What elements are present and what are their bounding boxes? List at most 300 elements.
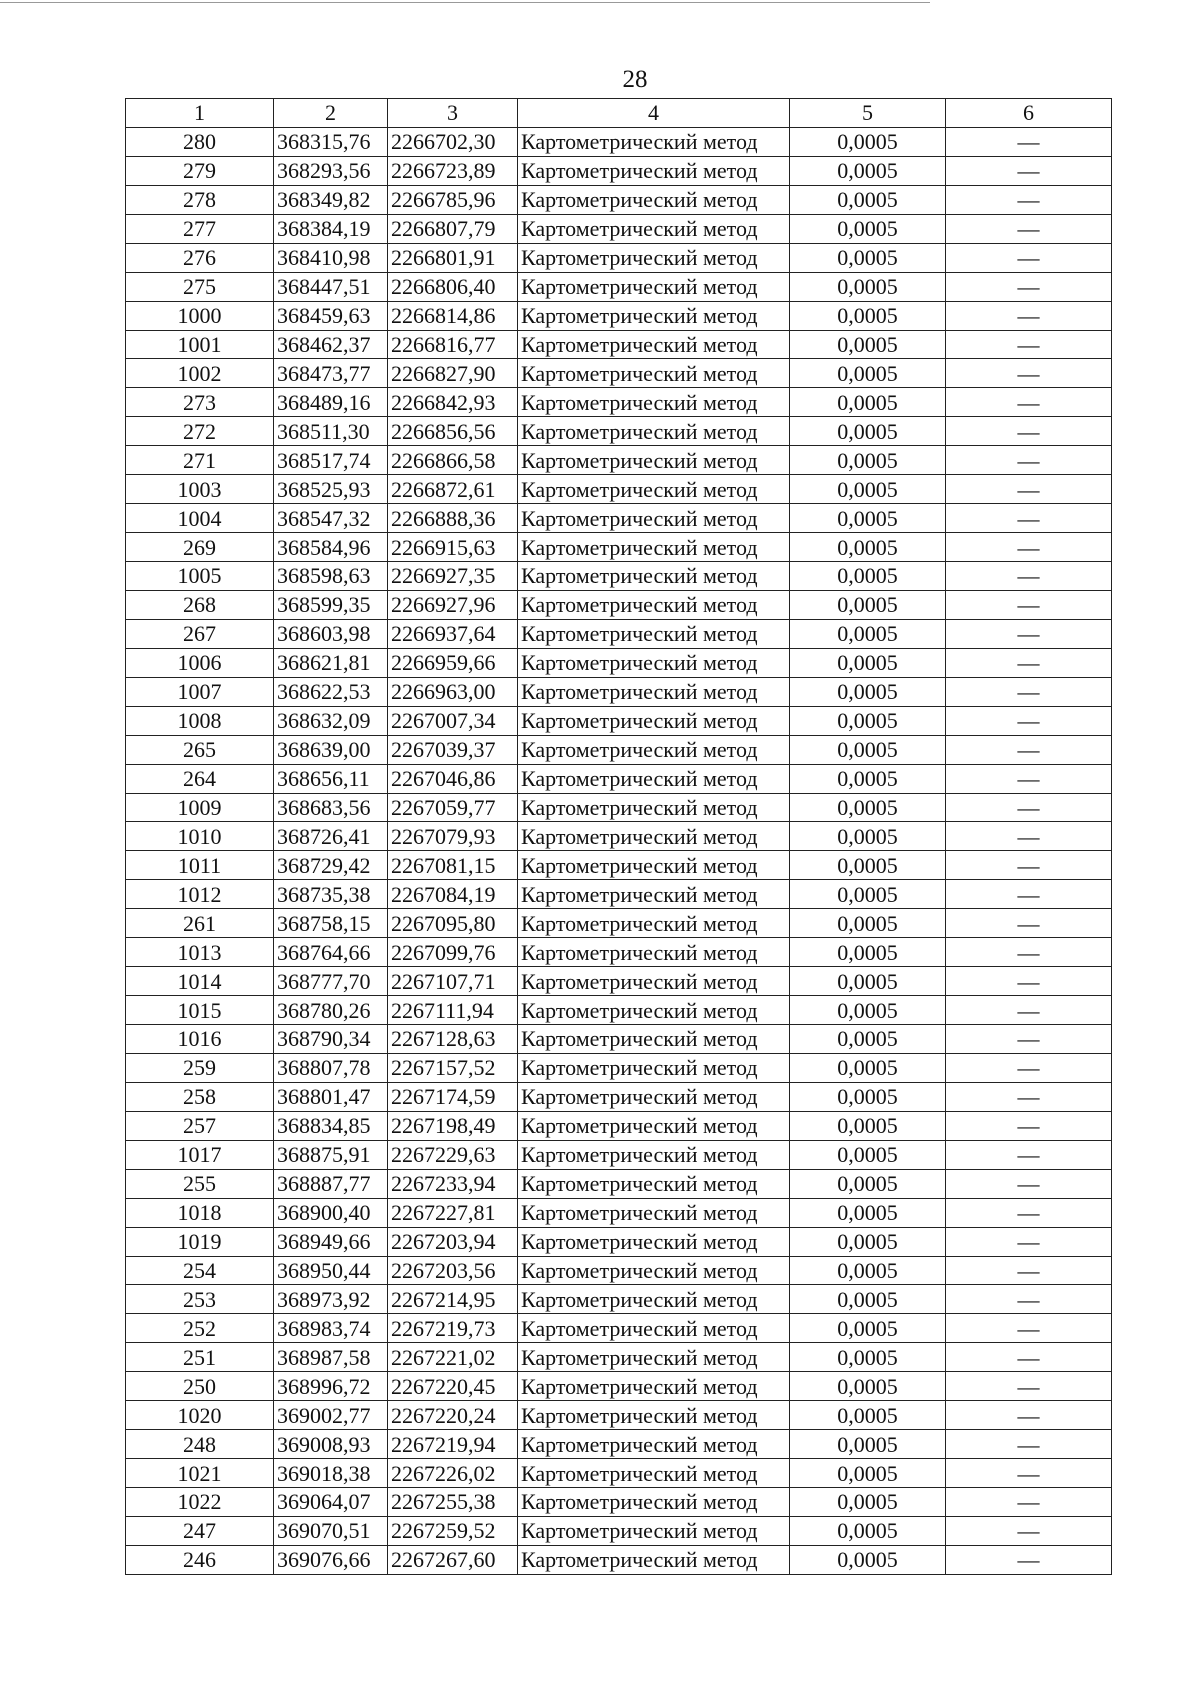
table-row <box>126 909 1112 938</box>
note-cell: — <box>946 475 1112 504</box>
method-cell: Картометрический метод <box>518 330 790 359</box>
x-coordinate-cell: 368293,56 <box>274 156 388 185</box>
point-number-cell: 1007 <box>126 677 274 706</box>
accuracy-cell: 0,0005 <box>790 1227 946 1256</box>
table-row <box>126 1459 1112 1488</box>
note-cell: — <box>946 996 1112 1025</box>
method-cell: Картометрический метод <box>518 475 790 504</box>
note-cell: — <box>946 938 1112 967</box>
y-coordinate-cell: 2267081,15 <box>388 851 518 880</box>
accuracy-cell: 0,0005 <box>790 1401 946 1430</box>
y-coordinate-cell: 2267099,76 <box>388 938 518 967</box>
y-coordinate-cell: 2267059,77 <box>388 793 518 822</box>
point-number-cell: 1005 <box>126 562 274 591</box>
x-coordinate-cell: 368780,26 <box>274 996 388 1025</box>
point-number-cell: 1016 <box>126 1025 274 1054</box>
x-coordinate-cell: 368949,66 <box>274 1227 388 1256</box>
accuracy-cell: 0,0005 <box>790 1545 946 1574</box>
y-coordinate-cell: 2267084,19 <box>388 880 518 909</box>
point-number-cell: 1017 <box>126 1140 274 1169</box>
method-cell: Картометрический метод <box>518 1372 790 1401</box>
x-coordinate-cell: 368447,51 <box>274 272 388 301</box>
coordinates-table <box>125 98 1112 1575</box>
table-row <box>126 1285 1112 1314</box>
table-row <box>126 764 1112 793</box>
x-coordinate-cell: 369070,51 <box>274 1516 388 1545</box>
point-number-cell: 1000 <box>126 301 274 330</box>
point-number-cell: 253 <box>126 1285 274 1314</box>
x-coordinate-cell: 368622,53 <box>274 677 388 706</box>
accuracy-cell: 0,0005 <box>790 243 946 272</box>
table-row <box>126 272 1112 301</box>
note-cell: — <box>946 301 1112 330</box>
accuracy-cell: 0,0005 <box>790 1053 946 1082</box>
y-coordinate-cell: 2266872,61 <box>388 475 518 504</box>
method-cell: Картометрический метод <box>518 185 790 214</box>
x-coordinate-cell: 368473,77 <box>274 359 388 388</box>
y-coordinate-cell: 2267229,63 <box>388 1140 518 1169</box>
x-coordinate-cell: 368410,98 <box>274 243 388 272</box>
y-coordinate-cell: 2266927,35 <box>388 562 518 591</box>
point-number-cell: 1018 <box>126 1198 274 1227</box>
point-number-cell: 271 <box>126 446 274 475</box>
x-coordinate-cell: 368875,91 <box>274 1140 388 1169</box>
point-number-cell: 278 <box>126 185 274 214</box>
note-cell: — <box>946 880 1112 909</box>
table-row <box>126 706 1112 735</box>
point-number-cell: 248 <box>126 1430 274 1459</box>
point-number-cell: 276 <box>126 243 274 272</box>
method-cell: Картометрический метод <box>518 1545 790 1574</box>
x-coordinate-cell: 369002,77 <box>274 1401 388 1430</box>
method-cell: Картометрический метод <box>518 1169 790 1198</box>
method-cell: Картометрический метод <box>518 1459 790 1488</box>
accuracy-cell: 0,0005 <box>790 996 946 1025</box>
table-row <box>126 822 1112 851</box>
method-cell: Картометрический метод <box>518 1314 790 1343</box>
table-row <box>126 330 1112 359</box>
x-coordinate-cell: 368547,32 <box>274 504 388 533</box>
accuracy-cell: 0,0005 <box>790 677 946 706</box>
table-row <box>126 619 1112 648</box>
point-number-cell: 1012 <box>126 880 274 909</box>
accuracy-cell: 0,0005 <box>790 1198 946 1227</box>
table-row <box>126 1140 1112 1169</box>
table-row <box>126 1401 1112 1430</box>
note-cell: — <box>946 1545 1112 1574</box>
column-header-1: 1 <box>126 99 274 128</box>
accuracy-cell: 0,0005 <box>790 156 946 185</box>
x-coordinate-cell: 369018,38 <box>274 1459 388 1488</box>
y-coordinate-cell: 2266806,40 <box>388 272 518 301</box>
x-coordinate-cell: 368639,00 <box>274 735 388 764</box>
table-header <box>126 99 1112 128</box>
table-row <box>126 1488 1112 1517</box>
point-number-cell: 1006 <box>126 648 274 677</box>
table-row <box>126 1372 1112 1401</box>
point-number-cell: 259 <box>126 1053 274 1082</box>
note-cell: — <box>946 214 1112 243</box>
table-row <box>126 793 1112 822</box>
point-number-cell: 1020 <box>126 1401 274 1430</box>
point-number-cell: 267 <box>126 619 274 648</box>
method-cell: Картометрический метод <box>518 127 790 156</box>
accuracy-cell: 0,0005 <box>790 562 946 591</box>
point-number-cell: 1021 <box>126 1459 274 1488</box>
note-cell: — <box>946 1140 1112 1169</box>
point-number-cell: 1015 <box>126 996 274 1025</box>
note-cell: — <box>946 359 1112 388</box>
method-cell: Картометрический метод <box>518 677 790 706</box>
y-coordinate-cell: 2266816,77 <box>388 330 518 359</box>
method-cell: Картометрический метод <box>518 533 790 562</box>
note-cell: — <box>946 1053 1112 1082</box>
point-number-cell: 280 <box>126 127 274 156</box>
x-coordinate-cell: 368489,16 <box>274 388 388 417</box>
y-coordinate-cell: 2266723,89 <box>388 156 518 185</box>
note-cell: — <box>946 533 1112 562</box>
x-coordinate-cell: 368598,63 <box>274 562 388 591</box>
note-cell: — <box>946 1459 1112 1488</box>
column-header-2: 2 <box>274 99 388 128</box>
table-row <box>126 1314 1112 1343</box>
table-row <box>126 156 1112 185</box>
y-coordinate-cell: 2266915,63 <box>388 533 518 562</box>
accuracy-cell: 0,0005 <box>790 851 946 880</box>
y-coordinate-cell: 2266856,56 <box>388 417 518 446</box>
x-coordinate-cell: 368315,76 <box>274 127 388 156</box>
table-row <box>126 590 1112 619</box>
note-cell: — <box>946 1488 1112 1517</box>
x-coordinate-cell: 368459,63 <box>274 301 388 330</box>
x-coordinate-cell: 368511,30 <box>274 417 388 446</box>
table-row <box>126 533 1112 562</box>
note-cell: — <box>946 909 1112 938</box>
x-coordinate-cell: 368632,09 <box>274 706 388 735</box>
point-number-cell: 1003 <box>126 475 274 504</box>
point-number-cell: 254 <box>126 1256 274 1285</box>
accuracy-cell: 0,0005 <box>790 1343 946 1372</box>
note-cell: — <box>946 793 1112 822</box>
point-number-cell: 269 <box>126 533 274 562</box>
accuracy-cell: 0,0005 <box>790 272 946 301</box>
x-coordinate-cell: 368621,81 <box>274 648 388 677</box>
column-header-4: 4 <box>518 99 790 128</box>
note-cell: — <box>946 1372 1112 1401</box>
point-number-cell: 1010 <box>126 822 274 851</box>
x-coordinate-cell: 368599,35 <box>274 590 388 619</box>
table-row <box>126 1227 1112 1256</box>
x-coordinate-cell: 369076,66 <box>274 1545 388 1574</box>
y-coordinate-cell: 2267111,94 <box>388 996 518 1025</box>
accuracy-cell: 0,0005 <box>790 475 946 504</box>
x-coordinate-cell: 369008,93 <box>274 1430 388 1459</box>
table-row <box>126 1025 1112 1054</box>
method-cell: Картометрический метод <box>518 880 790 909</box>
accuracy-cell: 0,0005 <box>790 1256 946 1285</box>
point-number-cell: 1004 <box>126 504 274 533</box>
x-coordinate-cell: 368584,96 <box>274 533 388 562</box>
y-coordinate-cell: 2267107,71 <box>388 967 518 996</box>
y-coordinate-cell: 2266927,96 <box>388 590 518 619</box>
accuracy-cell: 0,0005 <box>790 214 946 243</box>
note-cell: — <box>946 127 1112 156</box>
y-coordinate-cell: 2267220,24 <box>388 1401 518 1430</box>
top-scan-rule <box>0 2 930 3</box>
table-row <box>126 1111 1112 1140</box>
table-row <box>126 1516 1112 1545</box>
method-cell: Картометрический метод <box>518 1140 790 1169</box>
point-number-cell: 1022 <box>126 1488 274 1517</box>
accuracy-cell: 0,0005 <box>790 764 946 793</box>
note-cell: — <box>946 1256 1112 1285</box>
x-coordinate-cell: 368603,98 <box>274 619 388 648</box>
x-coordinate-cell: 368900,40 <box>274 1198 388 1227</box>
note-cell: — <box>946 706 1112 735</box>
y-coordinate-cell: 2266827,90 <box>388 359 518 388</box>
accuracy-cell: 0,0005 <box>790 1372 946 1401</box>
header-row <box>126 99 1112 128</box>
y-coordinate-cell: 2267259,52 <box>388 1516 518 1545</box>
table-row <box>126 1545 1112 1574</box>
method-cell: Картометрический метод <box>518 1082 790 1111</box>
point-number-cell: 246 <box>126 1545 274 1574</box>
note-cell: — <box>946 1430 1112 1459</box>
y-coordinate-cell: 2267157,52 <box>388 1053 518 1082</box>
accuracy-cell: 0,0005 <box>790 822 946 851</box>
method-cell: Картометрический метод <box>518 1516 790 1545</box>
y-coordinate-cell: 2266842,93 <box>388 388 518 417</box>
method-cell: Картометрический метод <box>518 1285 790 1314</box>
point-number-cell: 265 <box>126 735 274 764</box>
table-row <box>126 417 1112 446</box>
note-cell: — <box>946 822 1112 851</box>
x-coordinate-cell: 368735,38 <box>274 880 388 909</box>
table-row <box>126 648 1112 677</box>
y-coordinate-cell: 2267095,80 <box>388 909 518 938</box>
method-cell: Картометрический метод <box>518 1343 790 1372</box>
note-cell: — <box>946 967 1112 996</box>
note-cell: — <box>946 590 1112 619</box>
y-coordinate-cell: 2267233,94 <box>388 1169 518 1198</box>
table-row <box>126 127 1112 156</box>
method-cell: Картометрический метод <box>518 417 790 446</box>
x-coordinate-cell: 368656,11 <box>274 764 388 793</box>
accuracy-cell: 0,0005 <box>790 880 946 909</box>
y-coordinate-cell: 2267203,94 <box>388 1227 518 1256</box>
x-coordinate-cell: 368683,56 <box>274 793 388 822</box>
table-body <box>126 127 1112 1574</box>
y-coordinate-cell: 2267221,02 <box>388 1343 518 1372</box>
y-coordinate-cell: 2267220,45 <box>388 1372 518 1401</box>
accuracy-cell: 0,0005 <box>790 185 946 214</box>
x-coordinate-cell: 369064,07 <box>274 1488 388 1517</box>
accuracy-cell: 0,0005 <box>790 1459 946 1488</box>
y-coordinate-cell: 2266801,91 <box>388 243 518 272</box>
method-cell: Картометрический метод <box>518 764 790 793</box>
point-number-cell: 273 <box>126 388 274 417</box>
method-cell: Картометрический метод <box>518 1053 790 1082</box>
note-cell: — <box>946 851 1112 880</box>
accuracy-cell: 0,0005 <box>790 938 946 967</box>
table-row <box>126 880 1112 909</box>
y-coordinate-cell: 2267226,02 <box>388 1459 518 1488</box>
method-cell: Картометрический метод <box>518 793 790 822</box>
table-row <box>126 851 1112 880</box>
x-coordinate-cell: 368801,47 <box>274 1082 388 1111</box>
table-row <box>126 301 1112 330</box>
x-coordinate-cell: 368726,41 <box>274 822 388 851</box>
note-cell: — <box>946 1314 1112 1343</box>
note-cell: — <box>946 1285 1112 1314</box>
point-number-cell: 1019 <box>126 1227 274 1256</box>
point-number-cell: 1001 <box>126 330 274 359</box>
point-number-cell: 1013 <box>126 938 274 967</box>
point-number-cell: 261 <box>126 909 274 938</box>
x-coordinate-cell: 368517,74 <box>274 446 388 475</box>
accuracy-cell: 0,0005 <box>790 1516 946 1545</box>
y-coordinate-cell: 2267214,95 <box>388 1285 518 1314</box>
method-cell: Картометрический метод <box>518 1256 790 1285</box>
point-number-cell: 258 <box>126 1082 274 1111</box>
note-cell: — <box>946 764 1112 793</box>
table-row <box>126 185 1112 214</box>
method-cell: Картометрический метод <box>518 735 790 764</box>
method-cell: Картометрический метод <box>518 1111 790 1140</box>
point-number-cell: 264 <box>126 764 274 793</box>
note-cell: — <box>946 243 1112 272</box>
method-cell: Картометрический метод <box>518 938 790 967</box>
note-cell: — <box>946 1343 1112 1372</box>
method-cell: Картометрический метод <box>518 851 790 880</box>
y-coordinate-cell: 2266888,36 <box>388 504 518 533</box>
accuracy-cell: 0,0005 <box>790 1285 946 1314</box>
accuracy-cell: 0,0005 <box>790 1488 946 1517</box>
accuracy-cell: 0,0005 <box>790 417 946 446</box>
y-coordinate-cell: 2267128,63 <box>388 1025 518 1054</box>
accuracy-cell: 0,0005 <box>790 533 946 562</box>
method-cell: Картометрический метод <box>518 909 790 938</box>
accuracy-cell: 0,0005 <box>790 1111 946 1140</box>
column-header-5: 5 <box>790 99 946 128</box>
accuracy-cell: 0,0005 <box>790 504 946 533</box>
note-cell: — <box>946 562 1112 591</box>
table-row <box>126 1198 1112 1227</box>
note-cell: — <box>946 648 1112 677</box>
accuracy-cell: 0,0005 <box>790 909 946 938</box>
x-coordinate-cell: 368973,92 <box>274 1285 388 1314</box>
table-row <box>126 243 1112 272</box>
table-row <box>126 214 1112 243</box>
note-cell: — <box>946 272 1112 301</box>
method-cell: Картометрический метод <box>518 243 790 272</box>
x-coordinate-cell: 368764,66 <box>274 938 388 967</box>
method-cell: Картометрический метод <box>518 388 790 417</box>
column-header-3: 3 <box>388 99 518 128</box>
note-cell: — <box>946 330 1112 359</box>
y-coordinate-cell: 2266814,86 <box>388 301 518 330</box>
method-cell: Картометрический метод <box>518 301 790 330</box>
point-number-cell: 268 <box>126 590 274 619</box>
table-row <box>126 1053 1112 1082</box>
accuracy-cell: 0,0005 <box>790 127 946 156</box>
note-cell: — <box>946 388 1112 417</box>
x-coordinate-cell: 368950,44 <box>274 1256 388 1285</box>
x-coordinate-cell: 368987,58 <box>274 1343 388 1372</box>
y-coordinate-cell: 2267267,60 <box>388 1545 518 1574</box>
table-row <box>126 677 1112 706</box>
y-coordinate-cell: 2266937,64 <box>388 619 518 648</box>
method-cell: Картометрический метод <box>518 359 790 388</box>
accuracy-cell: 0,0005 <box>790 967 946 996</box>
accuracy-cell: 0,0005 <box>790 706 946 735</box>
x-coordinate-cell: 368887,77 <box>274 1169 388 1198</box>
note-cell: — <box>946 1169 1112 1198</box>
method-cell: Картометрический метод <box>518 648 790 677</box>
note-cell: — <box>946 446 1112 475</box>
method-cell: Картометрический метод <box>518 446 790 475</box>
table-row <box>126 446 1112 475</box>
table-row <box>126 562 1112 591</box>
point-number-cell: 1002 <box>126 359 274 388</box>
y-coordinate-cell: 2267174,59 <box>388 1082 518 1111</box>
accuracy-cell: 0,0005 <box>790 1082 946 1111</box>
y-coordinate-cell: 2267046,86 <box>388 764 518 793</box>
point-number-cell: 247 <box>126 1516 274 1545</box>
x-coordinate-cell: 368834,85 <box>274 1111 388 1140</box>
note-cell: — <box>946 619 1112 648</box>
method-cell: Картометрический метод <box>518 822 790 851</box>
method-cell: Картометрический метод <box>518 1430 790 1459</box>
note-cell: — <box>946 504 1112 533</box>
note-cell: — <box>946 1111 1112 1140</box>
table-row <box>126 1343 1112 1372</box>
accuracy-cell: 0,0005 <box>790 359 946 388</box>
accuracy-cell: 0,0005 <box>790 1140 946 1169</box>
point-number-cell: 1011 <box>126 851 274 880</box>
method-cell: Картометрический метод <box>518 967 790 996</box>
table-row <box>126 1430 1112 1459</box>
accuracy-cell: 0,0005 <box>790 1430 946 1459</box>
table-row <box>126 735 1112 764</box>
table-row <box>126 388 1112 417</box>
accuracy-cell: 0,0005 <box>790 1025 946 1054</box>
method-cell: Картометрический метод <box>518 996 790 1025</box>
method-cell: Картометрический метод <box>518 504 790 533</box>
x-coordinate-cell: 368758,15 <box>274 909 388 938</box>
method-cell: Картометрический метод <box>518 1488 790 1517</box>
table-row <box>126 1169 1112 1198</box>
method-cell: Картометрический метод <box>518 1227 790 1256</box>
x-coordinate-cell: 368983,74 <box>274 1314 388 1343</box>
column-header-6: 6 <box>946 99 1112 128</box>
x-coordinate-cell: 368462,37 <box>274 330 388 359</box>
table-row <box>126 967 1112 996</box>
method-cell: Картометрический метод <box>518 562 790 591</box>
point-number-cell: 1009 <box>126 793 274 822</box>
point-number-cell: 250 <box>126 1372 274 1401</box>
method-cell: Картометрический метод <box>518 156 790 185</box>
y-coordinate-cell: 2267039,37 <box>388 735 518 764</box>
note-cell: — <box>946 1198 1112 1227</box>
method-cell: Картометрический метод <box>518 619 790 648</box>
note-cell: — <box>946 1082 1112 1111</box>
note-cell: — <box>946 156 1112 185</box>
y-coordinate-cell: 2267007,34 <box>388 706 518 735</box>
y-coordinate-cell: 2267219,94 <box>388 1430 518 1459</box>
point-number-cell: 252 <box>126 1314 274 1343</box>
table-row <box>126 1256 1112 1285</box>
